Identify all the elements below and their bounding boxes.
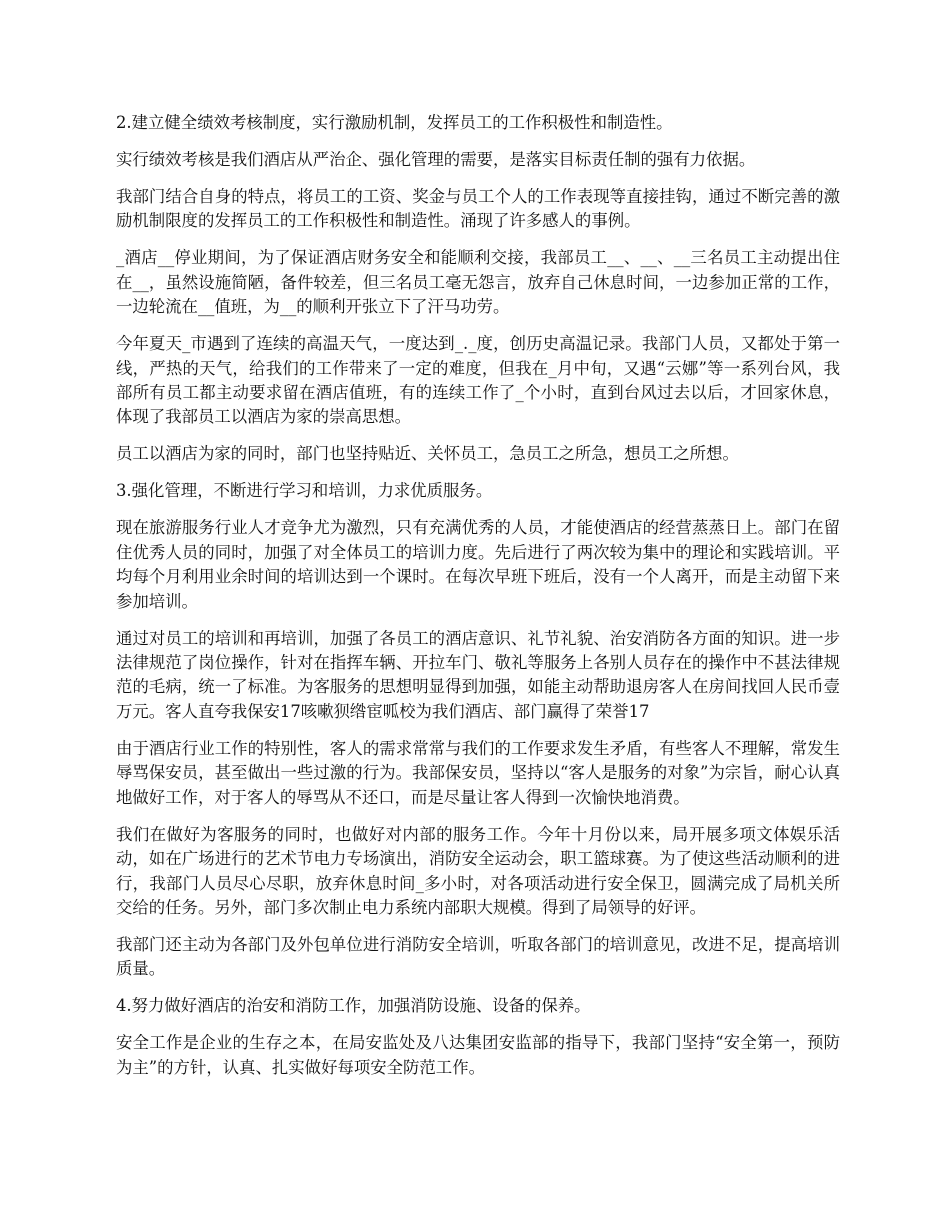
section-heading-3: 3.强化管理，不断进行学习和培训，力求优质服务。 [116, 481, 493, 501]
body-paragraph: 今年夏天_市遇到了连续的高温天气，一度达到_._度，创历史高温记录。我部门人员，又都处于第一线，严热的天气，给我们的工作带来了一定的难度，但我在_月中旬，又遇“云娜”等一系列台风，我部所有员工都主动要求留在酒店值班，有的连续工作了_个小时，直到台风过去以后，才回家休息，体现了我部员工以酒店为家的崇高思想。 [116, 334, 840, 427]
section-heading-4: 4.努力做好酒店的治安和消防工作，加强消防设施、设备的保养。 [116, 996, 591, 1016]
section-heading-2: 2.建立健全绩效考核制度，实行激励机制，发挥员工的工作积极性和制造性。 [116, 113, 673, 132]
body-paragraph: 员工以酒店为家的同时，部门也坚持贴近、关怀员工，急员工之所急，想员工之所想。 [116, 444, 739, 464]
body-paragraph: 实行绩效考核是我们酒店从严治企、强化管理的需要，是落实目标责任制的强有力依据。 [116, 150, 756, 169]
body-paragraph: 安全工作是企业的生存之本，在局安监处及八达集团安监部的指导下，我部门坚持“安全第一，预防为主”的方针，认真、扎实做好每项安全防范工作。 [116, 1033, 840, 1077]
body-paragraph: 我部门还主动为各部门及外包单位进行消防安全培训，听取各部门的培训意见，改进不足，提高培训质量。 [116, 934, 840, 979]
body-paragraph: 现在旅游服务行业人才竞争尤为激烈，只有充满优秀的人员，才能使酒店的经营蒸蒸日上。部门在留住优秀人员的同时，加强了对全体员工的培训力度。先后进行了两次较为集中的理论和实践培训。平均每个月利用业余时间的培训达到一个课时。在每次早班下班后，没有一个人离开，而是主动留下来参加培训。 [116, 518, 840, 611]
body-paragraph: 我部门结合自身的特点，将员工的工资、奖金与员工个人的工作表现等直接挂钩，通过不断完善的激励机制限度的发挥员工的工作积极性和制造性。涌现了许多感人的事例。 [116, 187, 840, 231]
body-paragraph: 我们在做好为客服务的同时，也做好对内部的服务工作。今年十月份以来，局开展多项文体娱乐活动，如在广场进行的艺术节电力专场演出，消防安全运动会，职工篮球赛。为了使这些活动顺利的进行，我部门人员尽心尽职，放弃休息时间_多小时，对各项活动进行安全保卫，圆满完成了局机关所交给的任务。另外，部门多次制止电力系统内部职大规模。得到了局领导的好评。 [116, 824, 840, 917]
document-body [116, 111, 840, 1093]
body-paragraph: 通过对员工的培训和再培训，加强了各员工的酒店意识、礼节礼貌、治安消防各方面的知识。进一步法律规范了岗位操作，针对在指挥车辆、开拉车门、敬礼等服务上各别人员存在的操作中不甚法律规范的毛病，统一了标准。为客服务的思想明显得到加强，如能主动帮助退房客人在房间找回人民币壹万元。客人直夸我保安17咳嗽狈绺宦呱校为我们酒店、部门赢得了荣誉17 [116, 628, 840, 721]
body-paragraph: 由于酒店行业工作的特别性，客人的需求常常与我们的工作要求发生矛盾，有些客人不理解，常发生辱骂保安员，甚至做出一些过激的行为。我部保安员，坚持以“客人是服务的对象”为宗旨，耐心认真地做好工作，对于客人的辱骂从不还口，而是尽量让客人得到一次愉快地消费。 [116, 738, 840, 807]
body-paragraph: _酒店__停业期间，为了保证酒店财务安全和能顺利交接，我部员工__、__、__三名员工主动提出住在__，虽然设施简陋，备件较差，但三名员工毫无怨言，放弃自己休息时间，一边参加正常的工作，一边轮流在__值班，为__的顺利开张立下了汗马功劳。 [116, 248, 840, 317]
